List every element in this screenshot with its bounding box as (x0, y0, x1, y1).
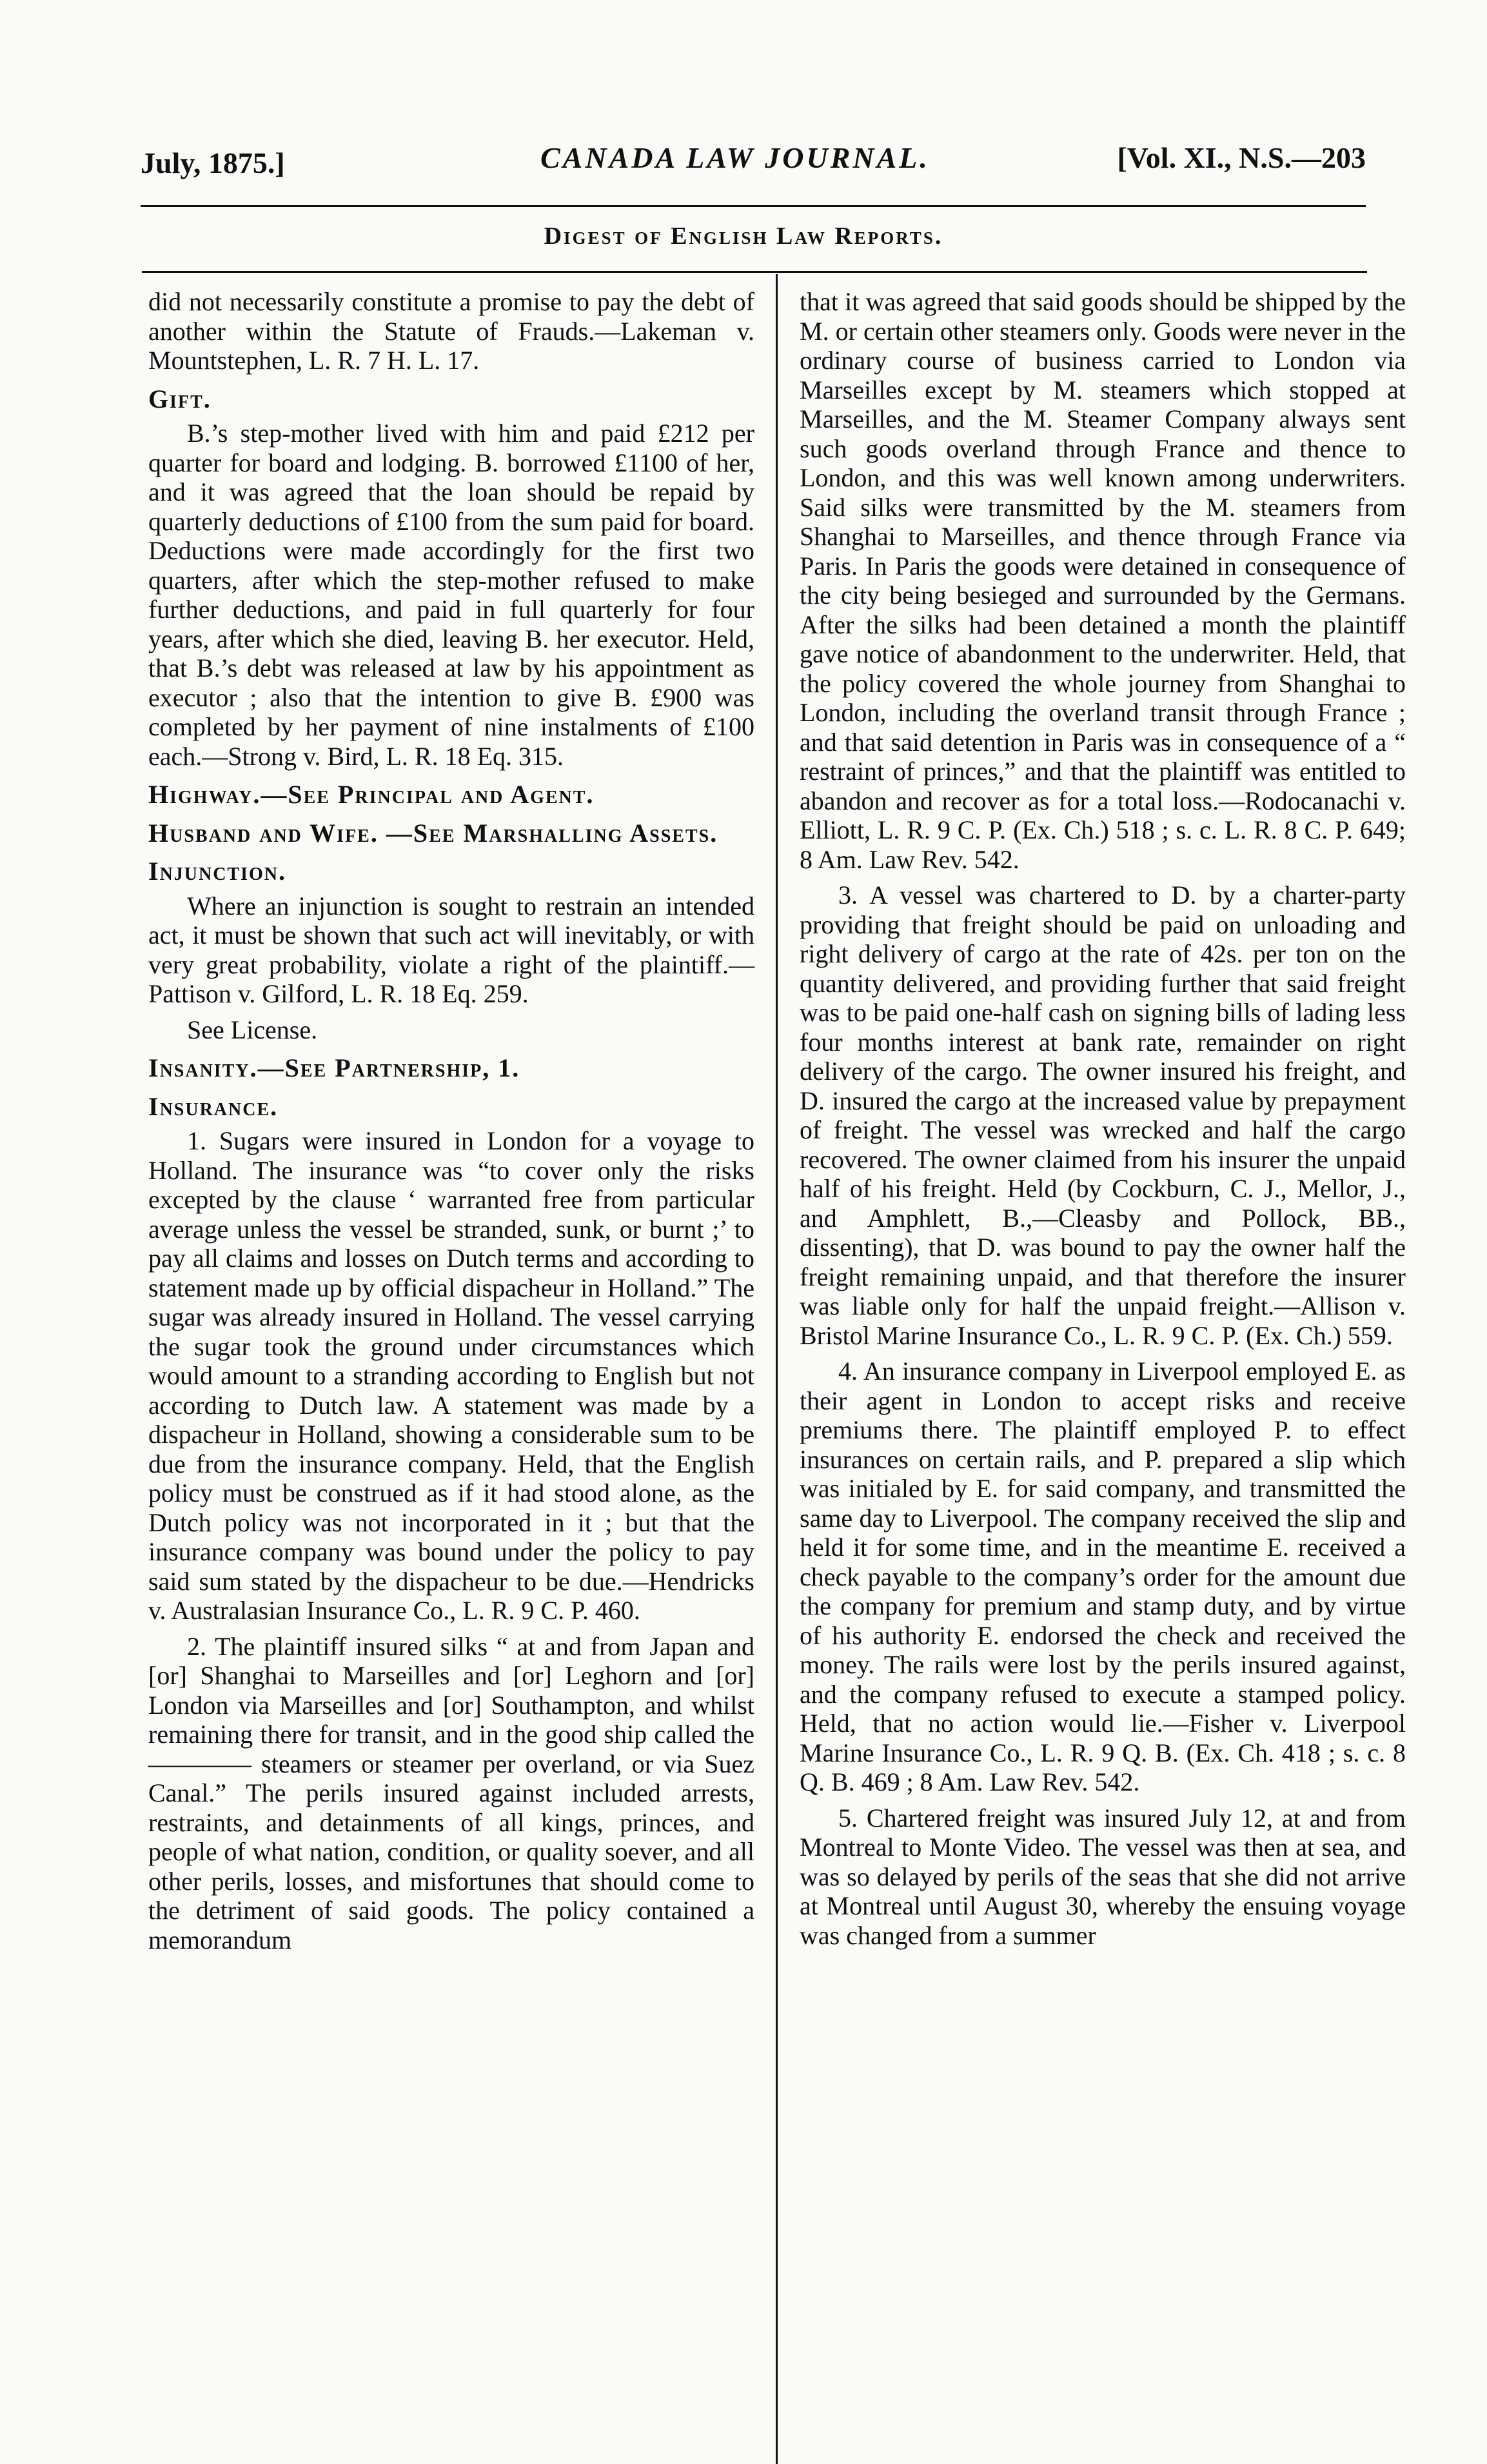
digest-paragraph: did not necessarily constitute a promise to pay the debt of another within the Statute of Frauds.—Lakeman v. Mountstephen, L. R. 7 H. L. 17. (148, 287, 754, 375)
digest-heading: Gift. (148, 384, 212, 413)
digest-paragraph: 1. Sugars were insured in London for a voyage to Holland. The insurance was “to cover only the risks excepted by the clause ‘ warranted free from particular average unless the vessel be stranded, sunk, or burnt ;’ to pay all claims and losses on Dutch terms and according to statement made up by official dispacheur in Holland.” The sugar was already insured in Holland. The vessel carrying the sugar took the ground under circumstances which would amount to a stranding according to English but not according to Dutch law. A statement was made by a dispacheur in Holland, showing a considerable sum to be due from the insurance company. Held, that the English policy must be construed as if it had stood alone, as the Dutch policy was not incorporated in it ; but that the insurance company was bound under the policy to pay said sum stated by the dispacheur to be due.—Hendricks v. Australasian Insurance Co., L. R. 9 C. P. 460. (148, 1126, 754, 1625)
digest-heading: Injunction. (148, 857, 287, 886)
digest-paragraph: 5. Chartered freight was insured July 12, at and from Montreal to Monte Video. The vessel was then at sea, and was so delayed by perils of the seas that she did not arrive at Montreal until August 30, whereby the ensuing voyage was changed from a summer (800, 1803, 1406, 1950)
section-rule (142, 271, 1367, 273)
see-also-reference: See License. (187, 1015, 318, 1044)
digest-paragraph: 3. A vessel was chartered to D. by a charter-party providing that freight should be paid on unloading and right delivery of cargo at the rate of 42s. per ton on the quantity delivered, and providing further that said freight was to be paid one-half cash on signing bills of lading less four months interest at bank rate, remainder on right delivery of the cargo. The owner insured his freight, and D. insured the cargo at the increased value by prepayment of freight. The vessel was wrecked and half the cargo recovered. The owner claimed from his insurer the unpaid half of his freight. Held (by Cockburn, C. J., Mellor, J., and Amphlett, B.,—Cleasby and Pollock, BB., dissenting), that D. was bound to pay the owner half the freight remaining unpaid, and that therefore the insurer was liable only for half the unpaid freight.—Allison v. Bristol Marine Insurance Co., L. R. 9 C. P. (Ex. Ch.) 559. (800, 880, 1406, 1350)
header-date: July, 1875.] (141, 146, 285, 179)
journal-title: CANADA LAW JOURNAL. (540, 141, 930, 174)
column-separator (776, 274, 778, 2464)
section-title: Digest of English Law Reports. (544, 223, 943, 250)
digest-heading: Insurance. (148, 1091, 279, 1121)
digest-heading: Husband and Wife. —See Marshalling Assets. (148, 818, 718, 848)
digest-paragraph: B.’s step-mother lived with him and paid £212 per quarter for board and lodging. B. borrowed £1100 of her, and it was agreed that the loan should be repaid by quarterly deductions of £100 from the sum paid for board. Deductions were made accordingly for the first two quarters, after which the step-mother refused to make further deductions, and paid in full quarterly for four years, after which she died, leaving B. her executor. Held, that B.’s debt was released at law by his appointment as executor ; also that the intention to give B. £900 was completed by her payment of nine instalments of £100 each.—Strong v. Bird, L. R. 18 Eq. 315. (148, 419, 754, 771)
left-column (148, 287, 754, 1961)
digest-paragraph: Where an injunction is sought to restrain an intended act, it must be shown that such act will inevitably, or with very great probability, violate a right of the plaintiff.—Pattison v. Gilford, L. R. 18 Eq. 259. (148, 891, 754, 1008)
running-header (141, 134, 1366, 179)
volume-page: [Vol. XI., N.S.—203 (1117, 141, 1366, 174)
header-rule (141, 205, 1366, 207)
digest-heading: Insanity.—See Partnership, 1. (148, 1053, 520, 1082)
digest-heading: Highway.—See Principal and Agent. (148, 780, 595, 809)
digest-paragraph: 2. The plaintiff insured silks “ at and from Japan and [or] Shanghai to Marseilles and [or] Leghorn and [or] London via Marseilles and [or] Southampton, and whilst remaining there for transit, and in the good ship called the ———— steamers or steamer per overland, or via Suez Canal.” The perils insured against included arrests, restraints, and detainments of all kings, princes, and people of what nation, condition, or quality soever, and all other perils, losses, and misfortunes that should come to the detriment of said goods. The policy contained a memorandum (148, 1631, 754, 1954)
digest-paragraph: 4. An insurance company in Liverpool employed E. as their agent in London to accept risks and receive premiums there. The plaintiff employed P. to effect insurances on certain rails, and P. prepared a slip which was initialed by E. for said company, and transmitted the same day to Liverpool. The company received the slip and held it for some time, and in the meantime E. received a check payable to the company’s order for the amount due the company for premium and stamp duty, and by virtue of his authority E. endorsed the check and received the money. The rails were lost by the perils insured against, and the company refused to execute a stamped policy. Held, that no action would lie.—Fisher v. Liverpool Marine Insurance Co., L. R. 9 Q. B. (Ex. Ch. 418 ; s. c. 8 Q. B. 469 ; 8 Am. Law Rev. 542. (800, 1356, 1406, 1796)
right-column (800, 287, 1406, 1956)
digest-paragraph: that it was agreed that said goods should be shipped by the M. or certain other steamers only. Goods were never in the ordinary course of business carried to London via Marseilles except by M. steamers which stopped at Marseilles, and the M. Steamer Company always sent such goods overland through France and thence to London, and this was well known among underwriters. Said silks were transmitted by the M. steamers from Shanghai to Marseilles, and thence through France via Paris. In Paris the goods were detained in consequence of the city being besieged and surrounded by the Germans. After the silks had been detained a month the plaintiff gave notice of abandonment to the underwriter. Held, that the policy covered the whole journey from Shanghai to London, including the overland transit through France ; and that said detention in Paris was in consequence of a “ restraint of princes,” and that the plaintiff was entitled to abandon and recover as for a total loss.—Rodocanachi v. Elliott, L. R. 9 C. P. (Ex. Ch.) 518 ; s. c. L. R. 8 C. P. 649; 8 Am. Law Rev. 542. (800, 287, 1406, 874)
